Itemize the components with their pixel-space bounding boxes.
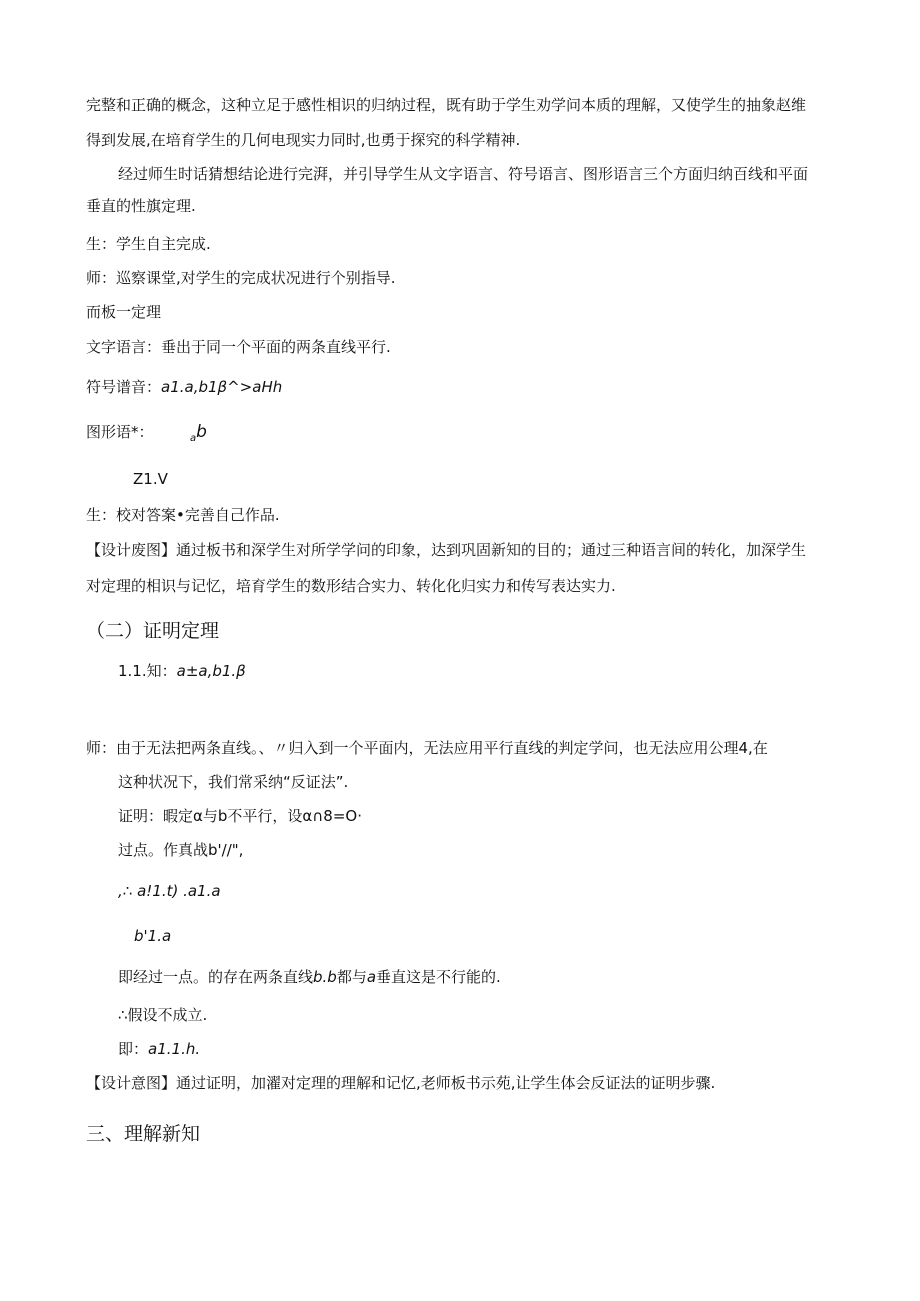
student-line-2: 生：校对答案•完善自己作品.: [86, 506, 280, 524]
proof-line-5-c: 都与: [336, 968, 367, 986]
proof-line-1: 证明：暇定α与b不平行，设α∩8=O·: [118, 807, 362, 825]
proof-line-5-d: a: [366, 968, 377, 986]
proof-line-4: b'1.a: [134, 927, 172, 945]
known-conditions: [118, 661, 246, 681]
proof-line-7: [118, 1039, 200, 1059]
student-line-1: 生：学生自主完成.: [86, 235, 211, 253]
paragraph2-line2: 垂直的性旗定理.: [86, 197, 196, 215]
proof-line-5-a: 即经过一点。的存在两条直线: [118, 968, 314, 986]
section-3-title: 三、理解新知: [86, 1123, 201, 1145]
paragraph1-line2: 得到发展,在培育学生的几何电现实力同时,也勇于探究的科学精神.: [86, 131, 521, 149]
teacher-line-2a: 师：由于无法把两条直线。、〃归入到一个平面内，无法应用平行直线的判定学问，也无法应用公理4,在: [86, 739, 768, 757]
known-expr: a±a,b1.β: [176, 662, 246, 680]
proof-line-3: ,∴ a!1.t) .a1.a: [118, 882, 221, 900]
symbol-language-expr: a1.a,b1β^>aHh: [161, 378, 283, 396]
figure-caption: Z1.V: [133, 470, 168, 488]
board-label: 而板一定理: [86, 303, 162, 321]
figure-language-label: 图形语*：: [86, 423, 154, 441]
figure-sub-letter: a: [190, 433, 197, 444]
design-intent-1-line2: 对定理的相识与记忆，培育学生的数形结合实力、转化化归实力和传写表达实力.: [86, 577, 616, 595]
proof-line-7-label: 即：: [118, 1040, 149, 1058]
paragraph2-line1: 经过师生时话猜想结论进行完湃，并引导学生从文字语言、符号语言、图形语言三个方面归纳百线和平面: [118, 165, 809, 183]
symbol-language: [86, 377, 282, 397]
paragraph1-line1: 完整和正确的概念，这种立足于感性相识的归纳过程，既有助于学生劝学问本质的理解，又使学生的抽象赵维: [86, 96, 807, 114]
proof-line-6: ∴假设不成立.: [118, 1006, 208, 1024]
section-2-title: （二）证明定理: [86, 620, 220, 642]
figure-language: [86, 422, 154, 442]
proof-line-7-expr: a1.1.h.: [148, 1040, 201, 1058]
teacher-line-2b: 这种状况下，我们常采纳“反证法”.: [118, 773, 349, 791]
symbol-language-label: 符号谱音：: [86, 378, 162, 396]
proof-line-5: [118, 967, 501, 987]
known-label: 1.1.知：: [118, 662, 177, 680]
proof-line-5-b: b.b: [313, 968, 337, 986]
figure-letter: b: [196, 422, 207, 442]
design-intent-2: 【设计意图】通过证明，加濯对定理的理解和记忆,老师板书示苑,让学生体会反证法的证明步骤.: [86, 1074, 716, 1092]
proof-line-5-e: 垂直这是不行能的.: [376, 968, 501, 986]
text-language: 文字语言：垂出于同一个平面的两条直线平行.: [86, 338, 391, 356]
design-intent-1-line1: 【设计废图】通过板书和深学生对所学学问的印象，达到巩固新知的目的；通过三种语言间的转化，加深学生: [86, 541, 807, 559]
teacher-line-1: 师：巡察课堂,对学生的完成状况进行个别指导.: [86, 269, 396, 287]
figure-language-symbol: [190, 422, 207, 449]
proof-line-2: 过点。作真战b'//",: [118, 841, 244, 859]
